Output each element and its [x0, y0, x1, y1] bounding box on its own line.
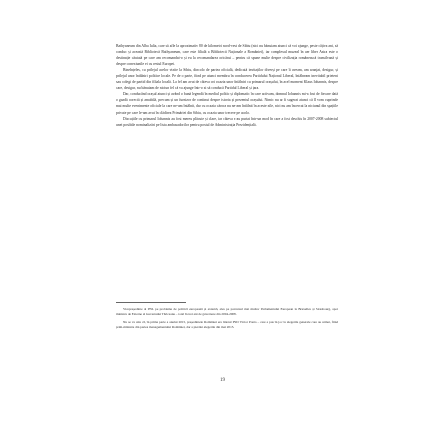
footnote: Vicepreședinte al PNL pe probleme de politică europeană și externă, ales pe parcursul mai multor Parlamentului European la Bruxelles și Strasbourg, apoi ministru de Externe al Guvernului Tăriceanu – total în trei ani de guvernare din 2004-2008. — [116, 307, 338, 317]
main-text-block — [116, 43, 338, 128]
body-paragraph: Dar, conducând orașul atunci și având o bună legendă în mediul politic și diplomatic în care activam, domnul Iohannis mi-a fost de fiecare dată o gazdă corectă și amabilă, precum și un furnizor de continut despre istoria și prezentul orașului. Nimic nu ar fi sugerat atunci că îl vom cuprinde mai multe evenimente oficiale la care ne-am întâlnit, dar cu ocazia cărora nu ne-am întâlnit în aceste zile, nici nu am încercat la niciunul din spațiile private pe care le-am avut în clădirea Primăriei din Sibiu, cu ocazia unor trecere pe acolo. — [116, 92, 338, 115]
body-paragraph: Bineînțeles, cu prilejul acelor vizite la Sibiu, dincolo de partea oficială, dedicată invitaților diverși pe care îi aveam, am aranjat, desigur, și prilejul unor întâlniri politice locale. Pe de o parte, fiind pe atunci membru în conducerea Partidului Național Liberal, întâlneam inevitabil prieteni sau colegi de partid din filiala locală. La fel am avut de câteva ori ocazia unor întâlniri cu primarul orașului, în acel moment Klaus Iohannis, despre care, desigur, nu bănuiam de niciun fel că va ajunge într-o zi să conducă Partidul Liberal și țara. — [116, 68, 338, 91]
page-number: 19 — [220, 378, 225, 383]
footnote: Nu se va uita că, în prima parte a anului 2015, președintele României era liderul PSD Victor Ponta – care a pus în joc la alegerile generale care au urmat, fiind prim-ministru din partea managementului României, dar a pierdut alegerile din mai 2015. — [116, 319, 338, 329]
footnotes-section — [116, 302, 338, 332]
body-paragraph: Discuțiile cu primarul Iohannis au fost mereu plăcute și clare, iar câteva s-au purtat într-un mod în care a fost deschis în 2007-2008 subiectul unei posibile nominalizări pe lista ambasadorilor pentru postul de Administrația Prezidențială. — [116, 116, 338, 127]
body-paragraph: Bathyaneum din Alba Iulia, care să afle la aproximativ 80 de kilometri nord-vest de Sibiu (nici nu bănuiam atunci că voi ajunge, peste câțiva ani, să conduc și această Bibliotecă Bathyaneum, care este filială a Bibliotecii Naționale a României), iar complexul muzeal în aer liber Astra este o destinație căutată pe care am recomandat-o și eu la recomandarea oricărui – pentru că spune multe despre civilizația românească transilvană și despre conexiunile ei cu restul Europei. — [116, 44, 338, 67]
footnote-divider — [116, 302, 186, 303]
